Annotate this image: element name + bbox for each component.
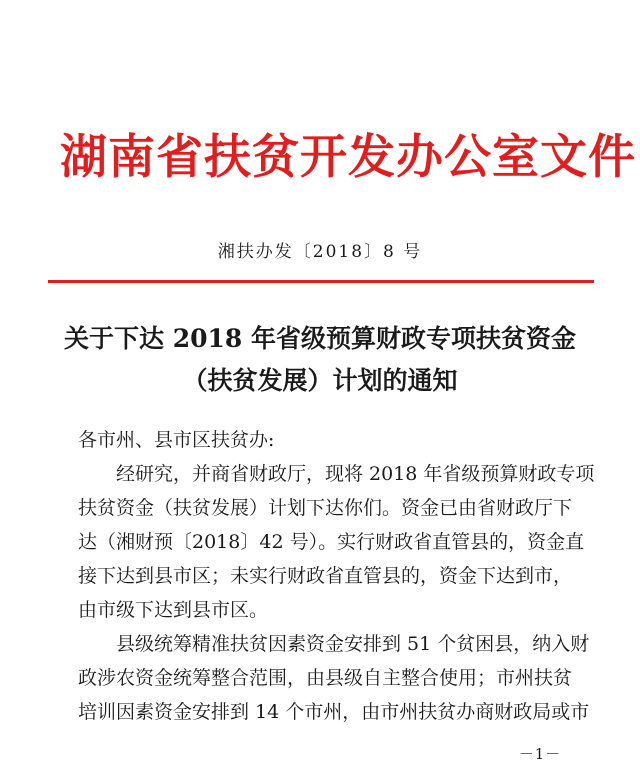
salutation: 各市州、县市区扶贫办: bbox=[78, 429, 275, 451]
body-paragraph-1 bbox=[78, 457, 595, 627]
paragraph-line: 接下达到县市区；未实行财政省直管县的，资金下达到市， bbox=[78, 565, 573, 587]
red-divider-line bbox=[48, 280, 594, 283]
paragraph-line: 培训因素资金安排到 14 个市州，由市州扶贫办商财政局或市 bbox=[78, 701, 590, 723]
title-line-2: （扶贫发展）计划的通知 bbox=[182, 366, 458, 395]
paragraph-line: 扶贫资金（扶贫发展）计划下达你们。资金已由省财政厅下 bbox=[78, 497, 573, 519]
document-number: 湘扶办发〔2018〕8 号 bbox=[217, 242, 423, 262]
paragraph-line: 政涉农资金统筹整合范围，由县级自主整合使用；市州扶贫 bbox=[78, 667, 573, 689]
paragraph-line: 县级统筹精准扶贫因素资金安排到 51 个贫困县，纳入财 bbox=[116, 633, 590, 655]
title-line-1: 关于下达 2018 年省级预算财政专项扶贫资金 bbox=[64, 324, 576, 353]
paragraph-line: 由市级下达到县市区。 bbox=[78, 599, 269, 621]
issuer-header: 湖南省扶贫开发办公室文件 bbox=[60, 130, 636, 185]
paragraph-line: 达（湘财预〔2018〕42 号）。实行财政省直管县的，资金直 bbox=[78, 531, 585, 553]
page-number: －1－ bbox=[518, 745, 562, 763]
document-title bbox=[40, 318, 600, 402]
body-paragraph-2 bbox=[78, 627, 590, 729]
paragraph-line: 经研究，并商省财政厅，现将 2018 年省级预算财政专项 bbox=[116, 463, 595, 485]
